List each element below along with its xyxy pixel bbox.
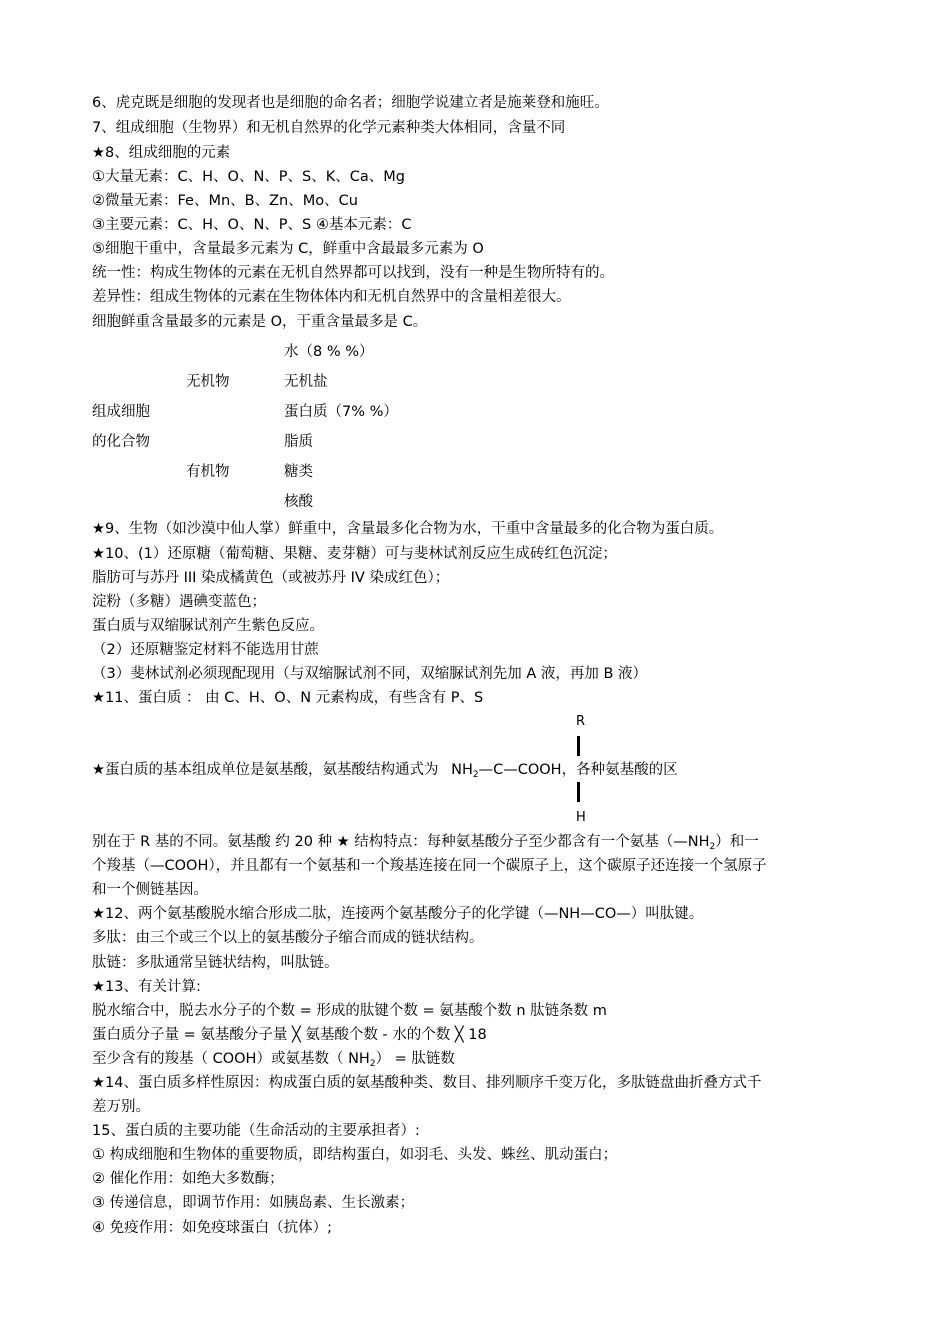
text-line: 脱水缩合中，脱去水分子的个数 = 形成的肽键个数 = 氨基酸个数 n 肽链条数 m [92, 1003, 607, 1019]
compound-main-label: 组成细胞 [92, 404, 150, 420]
text-line: 和一个侧链基因。 [92, 882, 208, 898]
structure-r-group: R [576, 714, 586, 729]
text-line: ★10、(1）还原糖（葡萄糖、果糖、麦芽糖）可与斐林试剂反应生成砖红色沉淀； [92, 546, 617, 562]
text-line: ★9、生物（如沙漠中仙人掌）鲜重中，含量最多化合物为水，干重中含量最多的化合物为蛋白质。 [92, 521, 724, 537]
compound-salt: 无机盐 [284, 374, 328, 390]
text-line: （3）斐林试剂必须现配现用（与双缩脲试剂不同，双缩脲试剂先加 A 液，再加 B 液） [92, 666, 648, 682]
compound-main-label: 的化合物 [92, 434, 150, 450]
text-line: 差异性：组成生物体的元素在生物体体内和无机自然界中的含量相差很大。 [92, 289, 571, 305]
text-line: ③ 传递信息，即调节作用：如胰岛素、生长激素； [92, 1195, 415, 1211]
text-span: 别在于 R 基的不同。氨基酸 约 20 种 ★ 结构特点：每种氨基酸分子至少都含有一个氨基（—NH [92, 834, 710, 850]
subscript: 2 [709, 842, 716, 852]
text-line: 脂肪可与苏丹 III 染成橘黄色（或被苏丹 IV 染成红色）； [92, 570, 450, 586]
text-line: ② 催化作用：如绝大多数酶； [92, 1171, 284, 1187]
text-line: ★14、蛋白质多样性原因：构成蛋白质的氨基酸种类、数目、排列顺序千变万化，多肽链盘曲折叠方式千 [92, 1075, 762, 1091]
text-line: ①大量无素：C、H、O、N、P、S、K、Ca、Mg [92, 169, 405, 185]
text-span: ）和一 [715, 834, 759, 850]
text-line: 肽链：多肽通常呈链状结构，叫肽链。 [92, 955, 339, 971]
structure-h-atom: H [576, 810, 586, 825]
text-line: 个羧基（—COOH），并且都有一个氨基和一个羧基连接在同一个碳原子上，这个碳原子还连接一个氢原子 [92, 858, 767, 874]
text-line: ②微量无素：Fe、Mn、B、Zn、Mo、Cu [92, 193, 358, 209]
text-span: ） = 肽链数 [375, 1051, 455, 1067]
text-line: ⑤细胞干重中，含量最多元素为 C，鲜重中含最最多元素为 O [92, 241, 484, 257]
text-line: 细胞鲜重含量最多的元素是 O，干重含量最多是 C。 [92, 314, 428, 330]
text-line: ★12、两个氨基酸脱水缩合形成二肽，连接两个氨基酸分子的化学键（—NH—CO—）叫肽键。 [92, 906, 704, 922]
text-line: ① 构成细胞和生物体的重要物质，即结构蛋白，如羽毛、头发、蛛丝、肌动蛋白； [92, 1147, 618, 1163]
subscript: 2 [369, 1059, 376, 1069]
text-line: ★13、有关计算: [92, 979, 201, 995]
structure-lead-text: ★蛋白质的基本组成单位是氨基酸，氨基酸结构通式为 [92, 762, 439, 778]
structure-subscript: 2 [472, 770, 479, 780]
text-line: 蛋白质分子量 = 氨基酸分子量 ╳ 氨基酸个数 - 水的个数 ╳ 18 [92, 1027, 487, 1043]
structure-chain: —C—COOH，各种氨基酸的区 [478, 762, 678, 778]
text-line: 淀粉（多糖）遇碘变蓝色； [92, 594, 266, 610]
text-line: （2）还原糖鉴定材料不能选用甘蔗 [92, 642, 319, 658]
text-line [92, 832, 759, 857]
text-line: 统一性：构成生物体的元素在无机自然界都可以找到，没有一种是生物所特有的。 [92, 265, 614, 281]
text-line: ★8、组成细胞的元素 [92, 145, 231, 161]
text-line: 蛋白质与双缩脲试剂产生紫色反应。 [92, 618, 324, 634]
structure-line [92, 760, 678, 785]
text-line: 差万别。 [92, 1099, 150, 1115]
compound-organic-label: 有机物 [186, 464, 230, 480]
text-line: 15、蛋白质的主要功能（生命活动的主要承担者）: [92, 1123, 420, 1139]
compound-nucleic: 核酸 [284, 494, 313, 510]
text-line: 6、虎克既是细胞的发现者也是细胞的命名者；细胞学说建立者是施莱登和施旺。 [92, 95, 609, 111]
text-span: 至少含有的羧基（ COOH）或氨基数（ NH [92, 1051, 370, 1067]
compound-lipid: 脂质 [284, 434, 313, 450]
structure-bond-top [577, 736, 580, 756]
text-line: ③主要元素：C、H、O、N、P、S ④基本元素：C [92, 217, 412, 233]
text-line [92, 1049, 455, 1074]
text-line: 多肽：由三个或三个以上的氨基酸分子缩合而成的链状结构。 [92, 930, 484, 946]
text-line: ④ 免疫作用：如免疫球蛋白（抗体）; [92, 1220, 332, 1236]
compound-protein: 蛋白质（7% %） [284, 404, 398, 420]
compound-inorganic-label: 无机物 [186, 374, 230, 390]
compound-sugar: 糖类 [284, 464, 313, 480]
compound-water: 水（8 % %） [284, 344, 374, 360]
structure-nh: NH [451, 762, 473, 778]
structure-bond-bottom [577, 782, 580, 802]
text-line: 7、组成细胞（生物界）和无机自然界的化学元素种类大体相同，含量不同 [92, 120, 566, 136]
text-line: ★11、蛋白质 ： 由 C、H、O、N 元素构成，有些含有 P、S [92, 690, 484, 706]
